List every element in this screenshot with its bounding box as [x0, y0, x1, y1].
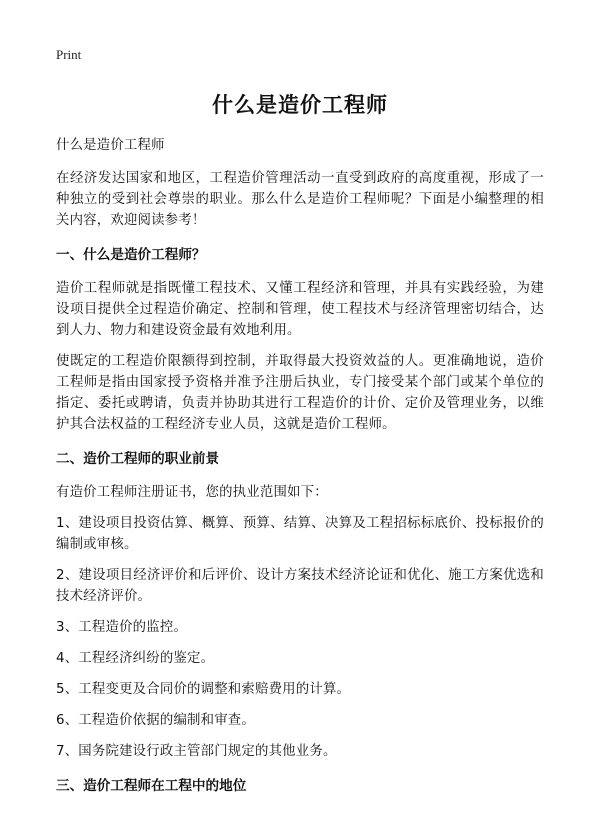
section1-paragraph-1: 造价工程师就是指既懂工程技术、又懂工程经济和管理，并具有实践经验，为建设项目提供全过程造价确定、控制和管理，使工程技术与经济管理密切结合，达到人力、物力和建设资金最有效地利用。	[56, 281, 544, 338]
list-item: 5、工程变更及合同价的调整和索赔费用的计算。	[56, 682, 351, 697]
list-item: 4、工程经济纠纷的鉴定。	[56, 651, 215, 666]
subtitle: 什么是造价工程师	[56, 138, 165, 153]
section3-heading: 三、造价工程师在工程中的地位	[56, 778, 247, 794]
print-link[interactable]: Print	[56, 47, 82, 62]
list-item: 1、建设项目投资估算、概算、预算、结算、决算及工程招标标底价、投标报价的编制或审核。	[56, 516, 544, 552]
list-item: 7、国务院建设行政主管部门规定的其他业务。	[56, 744, 337, 759]
list-item: 3、工程造价的监控。	[56, 620, 188, 635]
list-item: 6、工程造价依据的编制和审查。	[56, 713, 255, 728]
section2-lead: 有造价工程师注册证书，您的执业范围如下：	[56, 485, 328, 500]
page-title: 什么是造价工程师	[212, 93, 388, 117]
section1-paragraph-2: 使既定的工程造价限额得到控制，并取得最大投资效益的人。更准确地说，造价工程师是指由国家授予资格并准予注册后执业，专门接受某个部门或某个单位的指定、委托或聘请，负责并协助其进行工程造价的计价、定价及管理业务，以维护其合法权益的工程经济专业人员，这就是造价工程师。	[56, 354, 544, 432]
section1-heading: 一、什么是造价工程师？	[56, 247, 206, 263]
list-item: 2、建设项目经济评价和后评价、设计方案技术经济论证和优化、施工方案优选和技术经济评价。	[56, 568, 544, 604]
intro-paragraph: 在经济发达国家和地区，工程造价管理活动一直受到政府的高度重视，形成了一种独立的受到社会尊崇的职业。那么什么是造价工程师呢？下面是小编整理的相关内容，欢迎阅读参考！	[56, 171, 544, 228]
section2-heading: 二、造价工程师的职业前景	[56, 451, 220, 467]
